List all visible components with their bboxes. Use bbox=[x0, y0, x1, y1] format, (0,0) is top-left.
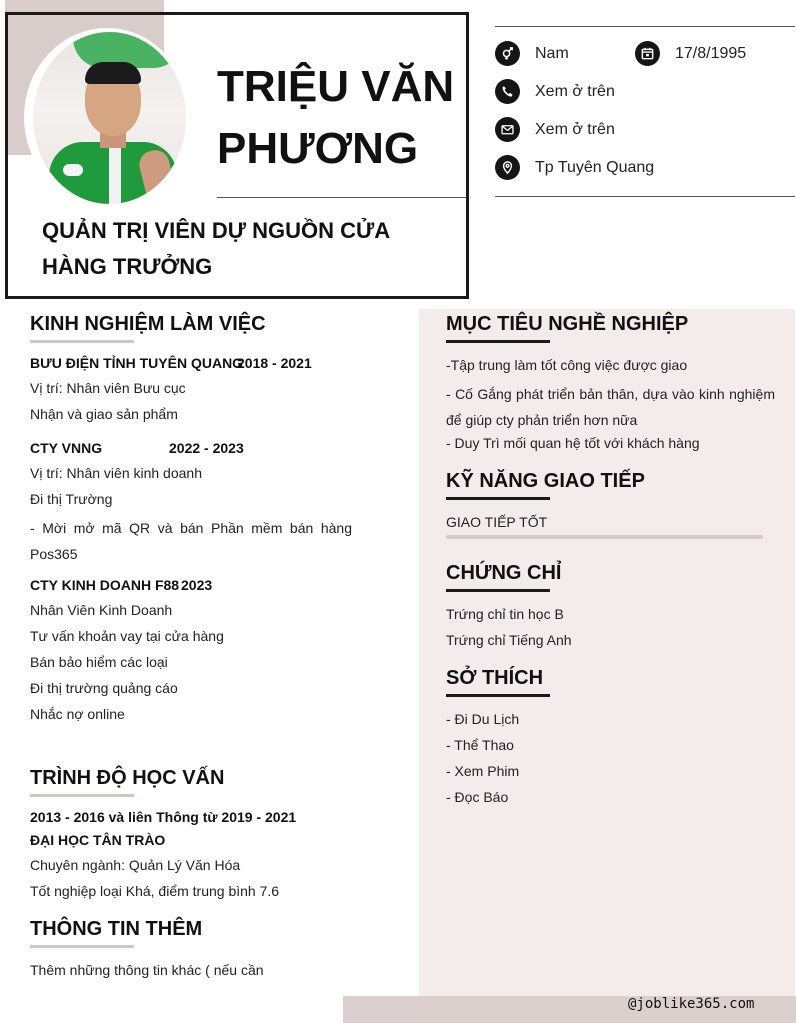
avatar-photo bbox=[33, 32, 186, 204]
job-2-line-3: - Mời mở mã QR và bán Phần mềm bán hàng Pos365 bbox=[30, 520, 352, 562]
skill-level-bar bbox=[446, 535, 763, 539]
job-3-line-4: Đi thị trường quảng cáo bbox=[30, 680, 178, 696]
skills-heading: KỸ NĂNG GIAO TIẾP bbox=[446, 470, 645, 492]
candidate-name-line-1: TRIỆU VĂN bbox=[217, 62, 455, 111]
education-school: ĐẠI HỌC TÂN TRÀO bbox=[30, 832, 166, 848]
contact-email: Xem ở trên bbox=[535, 121, 615, 138]
calendar-icon bbox=[635, 41, 660, 66]
job-title-line-1: QUẢN TRỊ VIÊN DỰ NGUỒN CỬA bbox=[42, 218, 391, 243]
extra-info-underline bbox=[30, 945, 134, 948]
education-major: Chuyên ngành: Quản Lý Văn Hóa bbox=[30, 857, 241, 873]
phone-icon bbox=[495, 79, 520, 104]
name-divider bbox=[217, 197, 466, 198]
objective-underline bbox=[446, 340, 550, 343]
objective-heading: MỤC TIÊU NGHỀ NGHIỆP bbox=[446, 313, 689, 335]
contact-address: Tp Tuyên Quang bbox=[535, 159, 655, 176]
job-3-line-3: Bán bảo hiểm các loại bbox=[30, 654, 168, 670]
mail-icon bbox=[495, 117, 520, 142]
job-3-line-1: Nhân Viên Kinh Doanh bbox=[30, 602, 173, 618]
location-pin-icon bbox=[495, 155, 520, 180]
contact-divider-bottom bbox=[495, 196, 795, 197]
candidate-name-line-2: PHƯƠNG bbox=[217, 124, 419, 173]
job-1-line-2: Nhận và giao sản phẩm bbox=[30, 406, 178, 422]
hobby-item: - Đi Du Lịch bbox=[446, 711, 520, 727]
job-title bbox=[42, 213, 422, 285]
contact-gender: Nam bbox=[535, 45, 569, 62]
contact-phone: Xem ở trên bbox=[535, 83, 615, 100]
skill-name: GIAO TIẾP TỐT bbox=[446, 514, 548, 530]
hobbies-underline bbox=[446, 694, 550, 697]
hobby-item: - Xem Phim bbox=[446, 763, 520, 779]
contact-divider-top bbox=[495, 26, 795, 27]
hobbies-heading: SỞ THÍCH bbox=[446, 667, 544, 689]
objective-line-2: - Cố Gắng phát triển bản thân, dựa vào kinh nghiệm để giúp cty phản triển hơn nữa bbox=[446, 386, 775, 428]
certificates-heading: CHỨNG CHỈ bbox=[446, 562, 562, 584]
experience-underline bbox=[30, 340, 134, 343]
job-3-line-5: Nhắc nợ online bbox=[30, 706, 125, 722]
extra-info-heading: THÔNG TIN THÊM bbox=[30, 918, 203, 940]
skills-underline bbox=[446, 497, 550, 500]
job-1-company: BƯU ĐIỆN TỈNH TUYÊN QUANG bbox=[30, 355, 244, 371]
candidate-name bbox=[217, 56, 467, 180]
job-1-period: 2018 - 2021 bbox=[237, 355, 312, 371]
education-period: 2013 - 2016 và liên Thông từ 2019 - 2021 bbox=[30, 809, 297, 825]
job-2-line-2: Đi thị Trường bbox=[30, 491, 113, 507]
job-title-line-2: HÀNG TRƯỞNG bbox=[42, 254, 213, 279]
hobby-item: - Thể Thao bbox=[446, 737, 514, 753]
certificate-item: Trứng chỉ Tiếng Anh bbox=[446, 632, 572, 648]
job-3-company: CTY KINH DOANH F88 bbox=[30, 577, 180, 593]
job-2-line-1: Vị trí: Nhân viên kinh doanh bbox=[30, 465, 202, 481]
education-underline bbox=[30, 794, 134, 797]
objective-line-1: -Tập trung làm tốt công việc được giao bbox=[446, 357, 688, 373]
job-2-period: 2022 - 2023 bbox=[169, 440, 244, 456]
experience-heading: KINH NGHIỆM LÀM VIỆC bbox=[30, 313, 266, 335]
job-1-line-1: Vị trí: Nhân viên Bưu cục bbox=[30, 380, 186, 396]
education-grade: Tốt nghiệp loại Khá, điểm trung bình 7.6 bbox=[30, 883, 280, 899]
gender-icon bbox=[495, 41, 520, 66]
job-2-company: CTY VNNG bbox=[30, 440, 103, 456]
contact-birthdate: 17/8/1995 bbox=[675, 45, 747, 62]
job-3-period: 2023 bbox=[181, 577, 213, 593]
job-3-line-2: Tư vấn khoản vay tại cửa hàng bbox=[30, 628, 224, 644]
hobby-item: - Đọc Báo bbox=[446, 789, 509, 805]
objective-line-3: - Duy Trì mối quan hệ tốt với khách hàng bbox=[446, 435, 700, 451]
education-heading: TRÌNH ĐỘ HỌC VẤN bbox=[30, 767, 225, 789]
certificate-item: Trứng chỉ tin học B bbox=[446, 606, 564, 622]
certificates-underline bbox=[446, 589, 550, 592]
footer-watermark: @joblike365.com bbox=[628, 996, 755, 1012]
extra-info-text: Thêm những thông tin khác ( nếu cần bbox=[30, 962, 264, 978]
